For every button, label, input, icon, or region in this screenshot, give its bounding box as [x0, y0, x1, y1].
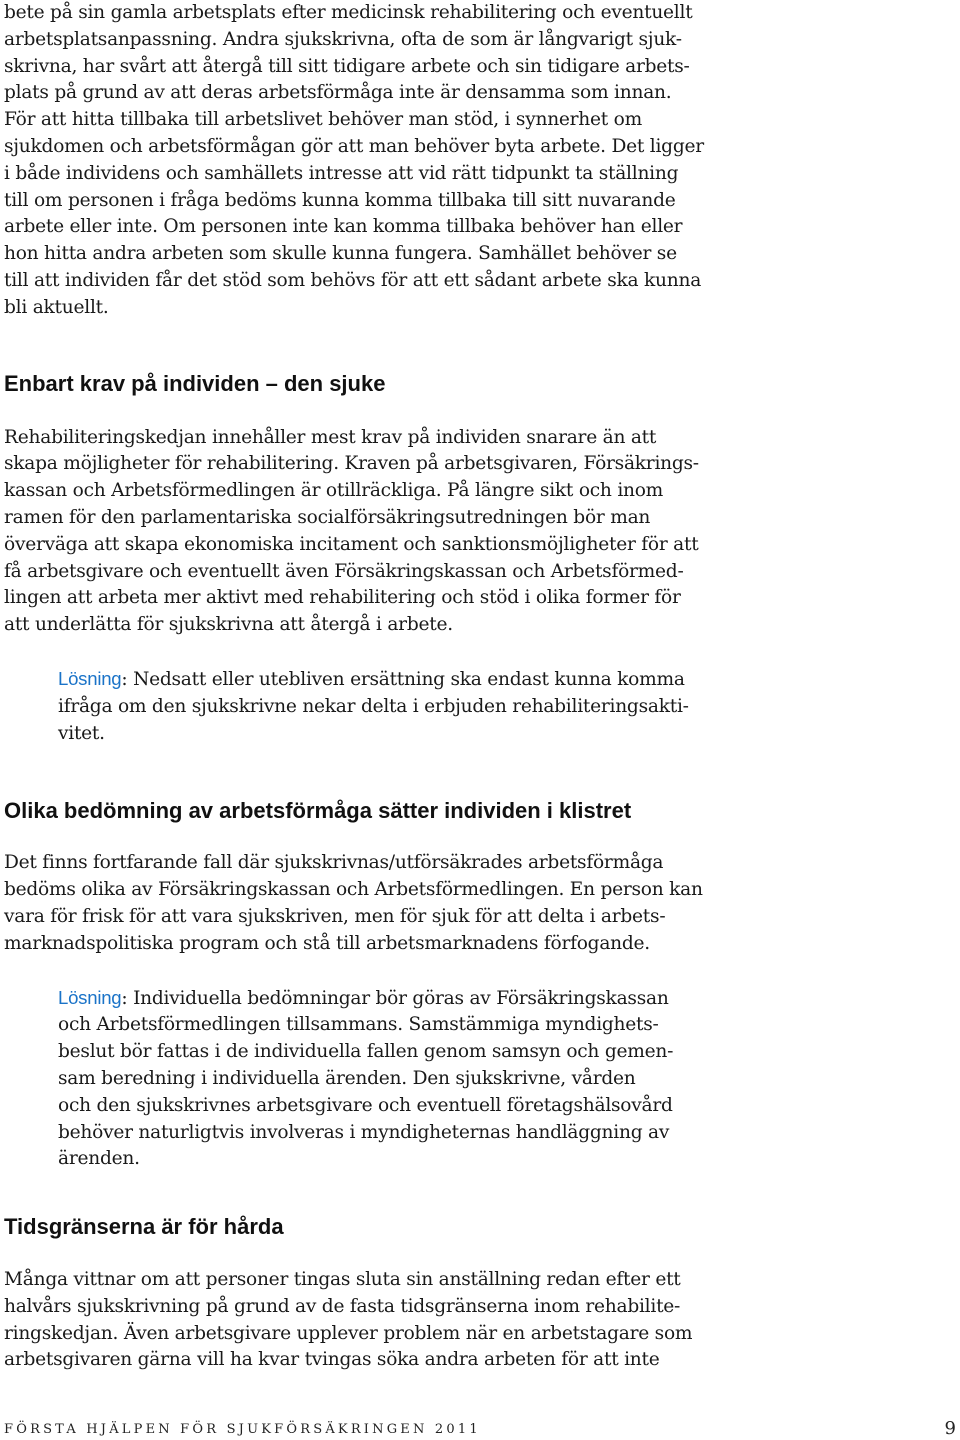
- section-bedomning-paragraph: Det finns fortfarande fall där sjukskrivnas/utförsäkrades arbetsförmåga bedöms olika av Försäkringskassan och Arbetsförmedlingen. En person kan vara för frisk för att vara sjukskriven, men för sjuk för att delta i arbets- marknadspolitiska program och stå till arbetsmarknadens förfogande.: [4, 852, 703, 954]
- losning-block-krav: [58, 666, 720, 747]
- page-number: 9: [944, 1418, 956, 1439]
- losning-text: : Nedsatt eller utebliven ersättning ska endast kunna komma ifråga om den sjukskrivne nekar delta i erbjuden rehabiliteringsakti- vitet.: [58, 668, 689, 744]
- section-heading-krav: Enbart krav på individen – den sjuke: [4, 370, 386, 396]
- section-krav-paragraph: Rehabiliteringskedjan innehåller mest krav på individen snarare än att skapa möjligheter för rehabilitering. Kraven på arbetsgivaren, Försäkrings- kassan och Arbetsförmedlingen är otillräckliga. På längre sikt och inom ramen för den parlamentariska socialförsäkringsutredningen bör man överväga att skapa ekonomiska incitament och sanktionsmöjligheter för att få arbetsgivare och eventuellt även Försäkringskassan och Arbetsförmed- lingen att arbeta mer aktivt med rehabilitering och stöd i olika former för att underlätta för sjukskrivna att återgå i arbete.: [4, 426, 699, 636]
- section-heading-tidsgranser: Tidsgränserna är för hårda: [4, 1214, 284, 1240]
- losning-block-bedomning: [58, 985, 720, 1174]
- losning-text: : Individuella bedömningar bör göras av Försäkringskassan och Arbetsförmedlingen tillsammans. Samstämmiga myndighets- beslut bör fattas i de individuella fallen genom samsyn och gemen- sam beredning i individuella ärenden. Den sjukskrivne, vården och den sjukskrivnes arbetsgivare och eventuell företagshälsovård behöver naturligtvis involveras i myndigheternas handläggning av ärenden.: [58, 987, 674, 1170]
- footer-publication-title: FÖRSTA HJÄLPEN FÖR SJUKFÖRSÄKRINGEN 2011: [4, 1422, 481, 1437]
- section-tidsgranser-paragraph: Många vittnar om att personer tingas sluta sin anställning redan efter ett halvårs sjukskrivning på grund av de fasta tidsgränserna inom rehabilite- ringskedjan. Även arbetsgivare upplever problem när en arbetstagare som arbetsgivaren gärna vill ha kvar tvingas söka andra arbeten för att inte: [4, 1269, 693, 1371]
- losning-label: Lösning: [58, 667, 122, 689]
- losning-paragraph-krav: [58, 666, 720, 747]
- losning-label: Lösning: [58, 986, 122, 1008]
- page-footer: [4, 1418, 956, 1440]
- document-page: [4, 0, 720, 1374]
- section-heading-bedomning: Olika bedömning av arbetsförmåga sätter individen i klistret: [4, 798, 632, 824]
- losning-paragraph-bedomning: [58, 985, 720, 1174]
- intro-paragraph: bete på sin gamla arbetsplats efter medicinsk rehabilitering och eventuellt arbetsplatsanpassning. Andra sjukskrivna, ofta de som är långvarigt sjuk- skrivna, har svårt att återgå till sitt tidigare arbete och sin tidigare arbets- plats på grund av att deras arbetsförmåga inte är densamma som innan. För att hitta tillbaka till arbetslivet behöver man stöd, i synnerhet om sjukdomen och arbetsförmågan gör att man behöver byta arbete. Det ligger i både individens och samhällets intresse att vid rätt tidpunkt ta ställning till om personen i fråga bedöms kunna komma tillbaka till sitt nuvarande arbete eller inte. Om personen inte kan komma tillbaka behöver han eller hon hitta andra arbeten som skulle kunna fungera. Samhället behöver se till att individen får det stöd som behövs för att ett sådant arbete ska kunna bli aktuellt.: [4, 2, 704, 318]
